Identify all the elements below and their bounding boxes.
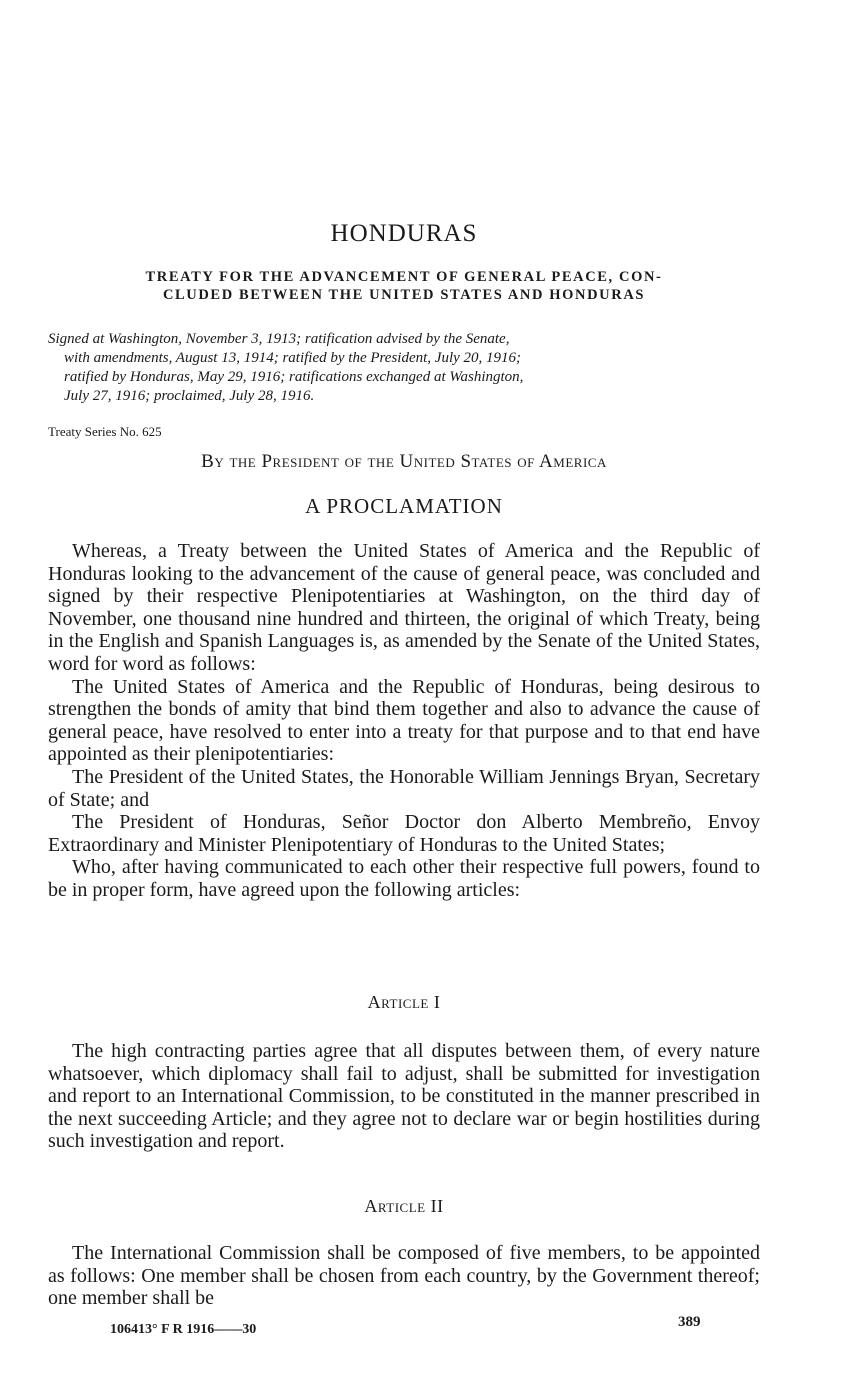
paragraph: The International Commission shall be composed of five members, to be appointed as follows: One member shall be chosen from each country, by the Government thereof; one member shall be — [48, 1242, 760, 1310]
print-code: 106413° F R 1916——30 — [110, 1322, 257, 1337]
document-page — [48, 0, 760, 1380]
paragraph: The President of Honduras, Señor Doctor don Alberto Membreño, Envoy Extraordinary and Minister Plenipotentiary of Honduras to the United States; — [48, 811, 760, 856]
treaty-title-line-1: TREATY FOR THE ADVANCEMENT OF GENERAL PEACE, CON- — [145, 269, 663, 285]
treaty-title — [48, 268, 760, 304]
proclamation-heading: A PROCLAMATION — [305, 494, 503, 518]
article-2-heading: Article II — [364, 1196, 444, 1216]
paragraph: The President of the United States, the Honorable William Jennings Bryan, Secretary of State; and — [48, 765, 760, 811]
paragraph: Whereas, a Treaty between the United States of America and the Republic of Honduras looking to the advancement of the cause of general peace, was concluded and signed by their respective Plenipotentiaries at Washington, on the third day of November, one thousand nine hundred and thirteen, the original of which Treaty, being in the English and Spanish Languages is, as amended by the Senate of the United States, word for word as follows: — [48, 540, 760, 675]
country-heading: HONDURAS — [330, 220, 478, 247]
treaty-series-number: Treaty Series No. 625 — [48, 424, 162, 439]
by-president-heading: By the President of the United States of America — [201, 451, 607, 472]
treaty-title-line-2: CLUDED BETWEEN THE UNITED STATES AND HONDURAS — [162, 287, 646, 303]
signing-details — [48, 330, 760, 406]
article-1-body — [48, 1040, 760, 1153]
paragraph: The United States of America and the Republic of Honduras, being desirous to strengthen the bonds of amity that bind them together and also to advance the cause of general peace, have resolved to enter into a treaty for that purpose and to that end have appointed as their plenipotentiaries: — [48, 675, 760, 766]
paragraph: The high contracting parties agree that all disputes between them, of every nature whatsoever, which diplomacy shall fail to adjust, shall be submitted for investigation and report to an International Commission, to be constituted in the manner prescribed in the next succeeding Article; and they agree not to declare war or begin hostilities during such investigation and report. — [48, 1040, 760, 1153]
preamble-body — [48, 540, 760, 902]
signing-line: with amendments, August 13, 1914; ratified by the President, July 20, 1916; — [64, 350, 522, 366]
signing-line: Signed at Washington, November 3, 1913; ratification advised by the Senate, — [48, 331, 510, 347]
article-1-heading: Article I — [367, 992, 441, 1012]
paragraph: Who, after having communicated to each other their respective full powers, found to be in proper form, have agreed upon the following articles: — [48, 856, 760, 901]
article-2-body — [48, 1242, 760, 1310]
signing-line: July 27, 1916; proclaimed, July 28, 1916. — [64, 388, 315, 404]
page-number: 389 — [678, 1314, 701, 1330]
signing-line: ratified by Honduras, May 29, 1916; ratifications exchanged at Washington, — [64, 369, 524, 385]
